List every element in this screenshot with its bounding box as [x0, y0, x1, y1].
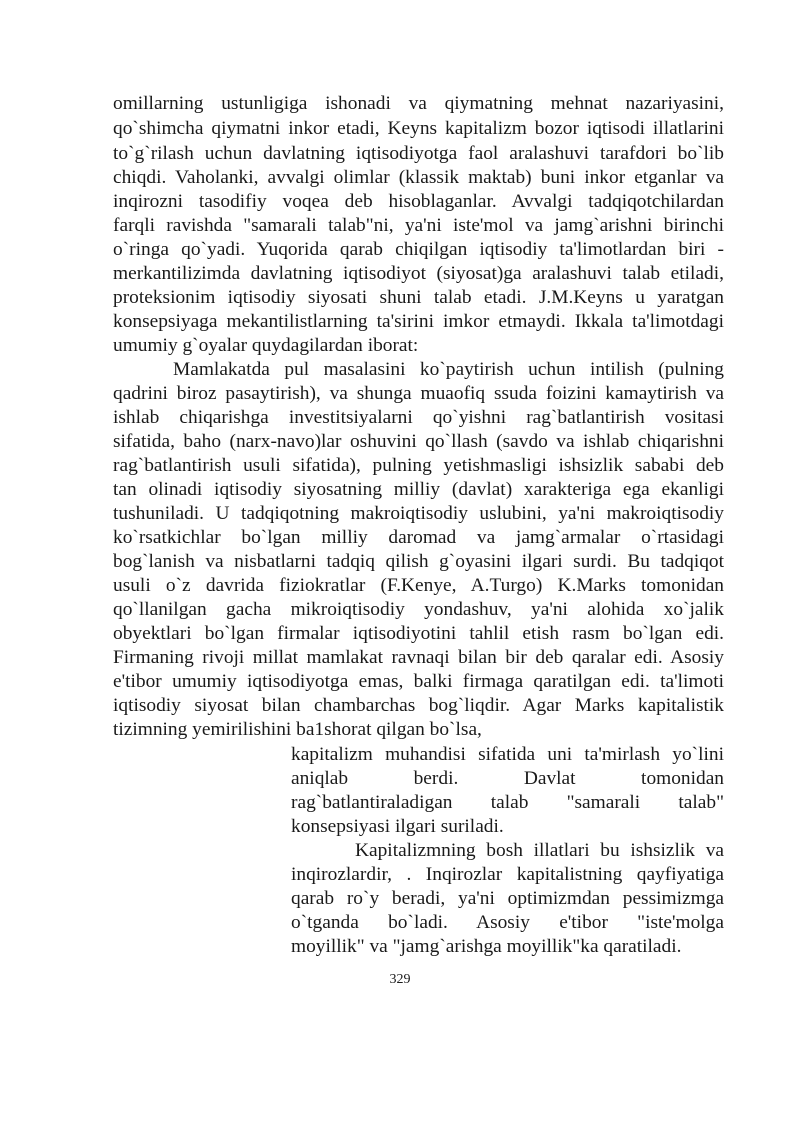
text-line: aniqlab berdi. Davlat tomonidan: [291, 768, 724, 789]
text-line: qarab ro`y beradi, ya'ni optimizmdan pessimizmga: [291, 888, 724, 909]
text-line: ko`rsatkichlar bo`lgan milliy daromad va jamg`armalar o`rtasidagi: [113, 527, 724, 548]
text-line: farqli ravishda "samarali talab"ni, ya'ni iste'mol va jamg`arishni birinchi: [113, 215, 724, 236]
text-line: usuli o`z davrida fiziokratlar (F.Kenye, A.Turgo) K.Marks tomonidan: [113, 575, 724, 596]
text-line: qo`llanilgan gacha mikroiqtisodiy yondashuv, ya'ni alohida xo`jalik: [113, 599, 724, 620]
text-line: inqirozni tasodifiy voqea deb hisoblaganlar. Avvalgi tadqiqotchilardan: [113, 191, 724, 212]
text-line: Mamlakatda pul masalasini ko`paytirish uchun intilish (pulning: [173, 359, 724, 380]
text-line: omillarning ustunligiga ishonadi va qiymatning mehnat nazariyasini,: [113, 93, 724, 114]
text-line: qo`shimcha qiymatni inkor etadi, Keyns kapitalizm bozor iqtisodi illatlarini: [113, 118, 724, 139]
page-number: 329: [389, 972, 411, 987]
text-line: obyektlari bo`lgan firmalar iqtisodiyotini tahlil etish rasm bo`lgan edi.: [113, 623, 724, 644]
text-line: rag`batlantiraladigan talab "samarali talab": [291, 792, 724, 813]
text-line: inqirozlardir, . Inqirozlar kapitalistning qayfiyatiga: [291, 864, 724, 885]
text-line: tan olinadi iqtisodiy siyosatning milliy (davlat) xarakteriga ega ekanligi: [113, 479, 724, 500]
text-line: chiqdi. Vaholanki, avvalgi olimlar (klassik maktab) buni inkor etganlar va: [113, 167, 724, 188]
text-line: e'tibor umumiy iqtisodiyotga emas, balki firmaga qaratilgan edi. ta'limoti: [113, 671, 724, 692]
text-line: Kapitalizmning bosh illatlari bu ishsizlik va: [355, 840, 724, 861]
text-line: umumiy g`oyalar quydagilardan iborat:: [113, 335, 419, 356]
text-line: bog`lanish va nisbatlarni tadqiq qilish g`oyasini ilgari surdi. Bu tadqiqot: [113, 551, 724, 572]
text-line: tizimning yemirilishini ba1shorat qilgan bo`lsa,: [113, 719, 482, 740]
text-line: tushuniladi. U tadqiqotning makroiqtisodiy uslubini, ya'ni makroiqtisodiy: [113, 503, 724, 524]
text-line: o`ringa qo`yadi. Yuqorida qarab chiqilgan iqtisodiy ta'limotlardan biri -: [113, 239, 724, 260]
text-line: o`tganda bo`ladi. Asosiy e'tibor "iste'molga: [291, 912, 724, 933]
text-line: iqtisodiy siyosat bilan chambarchas bog`liqdir. Agar Marks kapitalistik: [113, 695, 724, 716]
text-line: rag`batlantirish usuli sifatida), pulning yetishmasligi ishsizlik sababi deb: [113, 455, 724, 476]
text-line: kapitalizm muhandisi sifatida uni ta'mirlash yo`lini: [291, 744, 724, 765]
text-line: merkantilizimda davlatning iqtisodiyot (siyosat)ga aralashuvi talab etiladi,: [113, 263, 724, 284]
text-line: konsepsiyasi ilgari suriladi.: [291, 816, 504, 837]
text-line: proteksionim iqtisodiy siyosati shuni talab etadi. J.M.Keyns u yaratgan: [113, 287, 724, 308]
text-line: sifatida, baho (narx-navo)lar oshuvini qo`llash (savdo va ishlab chiqarishni: [113, 431, 724, 452]
text-line: moyillik" va "jamg`arishga moyillik"ka qaratiladi.: [291, 936, 682, 957]
text-line: to`g`rilash uchun davlatning iqtisodiyotga faol aralashuvi tarafdori bo`lib: [113, 143, 724, 164]
text-line: konsepsiyaga mekantilistlarning ta'sirini imkor etmaydi. Ikkala ta'limotdagi: [113, 311, 724, 332]
text-line: ishlab chiqarishga investitsiyalarni qo`yishni rag`batlantirish vositasi: [113, 407, 724, 428]
text-line: qadrini biroz pasaytirish), va shunga muaofiq ssuda foizini kamaytirish va: [113, 383, 724, 404]
text-line: Firmaning rivoji millat mamlakat ravnaqi bilan bir deb qaralar edi. Asosiy: [113, 647, 724, 668]
